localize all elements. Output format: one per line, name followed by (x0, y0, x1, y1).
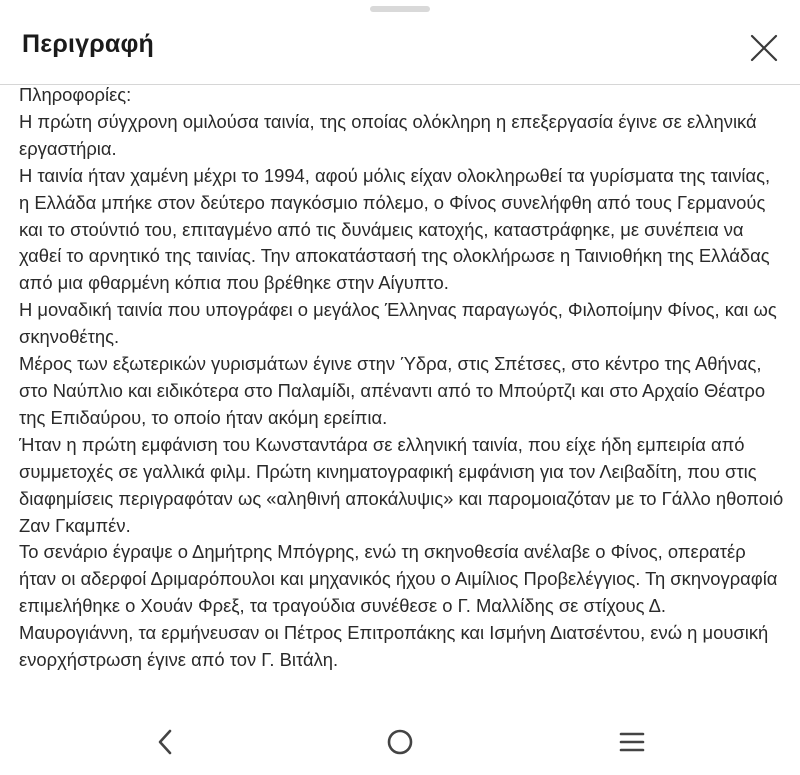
description-text (19, 82, 785, 704)
info-heading: Πληροφορίες: (19, 84, 132, 105)
description-paragraph: Η πρώτη σύγχρονη ομιλούσα ταινία, της οποίας ολόκληρη η επεξεργασία έγινε σε ελληνικά εργαστήρια. (19, 110, 757, 159)
description-paragraph: Το σενάριο έγραψε ο Δημήτρης Μπόγρης, ενώ τη σκηνοθεσία ανέλαβε ο Φίνος, οπερατέρ ήταν οι αδερφοί Δριμαρόπουλοι και μηχανικός ήχου ο Αιμίλιος Προβελέγγιος. Τη σκηνογραφία επιμελήθηκε ο Χουάν Φρεξ, τα τραγούδια συνέθεσε ο Γ. Μαλλίδης σε στίχους Δ. Μαυρογιάννη, τα ερμήνευσαν οι Πέτρος Επιτροπάκης και Ισμήνη Διατσέντου, ενώ η μουσική ενορχήστρωση έγινε από τον Γ. Βιτάλη. (19, 541, 778, 671)
chevron-left-icon (154, 727, 178, 757)
description-paragraph: Ήταν η πρώτη εμφάνιση του Κωνσταντάρα σε ελληνική ταινία, που είχε ήδη εμπειρία από συμμετοχές σε γαλλικά φιλμ. Πρώτη κινηματογραφική εμφάνιση για τον Λειβαδίτη, που στις διαφημίσεις περιγραφόταν ως «αληθινή αποκάλυψις» και παρομοιαζόταν με το Γάλλο ηθοποιό Ζαν Γκαμπέν. (19, 433, 784, 536)
drag-handle[interactable] (370, 6, 430, 12)
close-icon (750, 34, 778, 62)
sheet-header (0, 16, 800, 82)
description-paragraph: Η μοναδική ταινία που υπογράφει ο μεγάλος Έλληνας παραγωγός, Φιλοποίμην Φίνος, και ως σκηνοθέτης. (19, 299, 777, 348)
system-navigation-bar (0, 708, 800, 775)
circle-home-icon (385, 727, 415, 757)
menu-lines-icon (618, 730, 646, 754)
sheet-title: Περιγραφή (22, 30, 155, 58)
recents-button[interactable] (608, 718, 656, 766)
close-button[interactable] (738, 22, 790, 74)
home-button[interactable] (376, 718, 424, 766)
back-button[interactable] (142, 718, 190, 766)
description-paragraph: Η ταινία ήταν χαμένη μέχρι το 1994, αφού μόλις είχαν ολοκληρωθεί τα γυρίσματα της ταινίας, η Ελλάδα μπήκε στον δεύτερο παγκόσμιο πόλεμο, ο Φίνος συνελήφθη από τους Γερμανούς και το στούντιό του, επιταγμένο από τις δυνάμεις κατοχής, καταστράφηκε, με συνέπεια να χαθεί το αρνητικό της ταινίας. Την αποκατάστασή της ολοκλήρωσε η Ταινιοθήκη της Ελλάδας από μια φθαρμένη κόπια που βρέθηκε στην Αίγυπτο. (19, 164, 771, 294)
description-paragraph: Μέρος των εξωτερικών γυρισμάτων έγινε στην Ύδρα, στις Σπέτσες, στο κέντρο της Αθήνας, στο Ναύπλιο και ειδικότερα στο Παλαμίδι, απέναντι από το Μπούρτζι και στο Αρχαίο Θέατρο της Επιδαύρου, το οποίο ήταν ακόμη ερείπια. (19, 353, 766, 428)
